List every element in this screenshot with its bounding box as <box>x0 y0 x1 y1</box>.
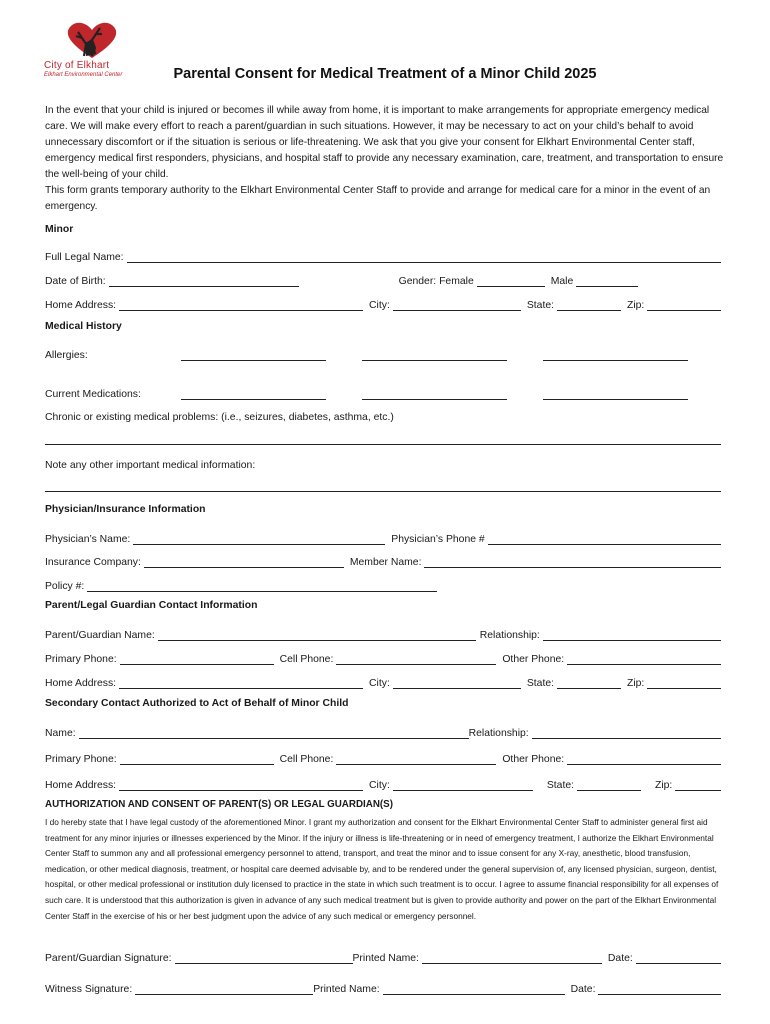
guardian-printed-name-label: Printed Name: <box>352 953 419 964</box>
guardian-signature-label: Parent/Guardian Signature: <box>45 953 172 964</box>
secondary-address-row <box>45 775 721 791</box>
intro-paragraph-1: In the event that your child is injured or becomes ill while away from home, it is important to make arrangements for appropriate emergency medical care. We will make every effort to reach a parent/guardian in such situations. However, it may be necessary to act on your child’s behalf to avoid unnecessary discomfort or if the situation is serious or life-threatening. We ask that you give your consent for Elkhart Environmental Center staff, emergency medical first responders, physicians, and hospital staff to provide any necessary examination, care, treatment, and transportation to ensure the well-being of your child. <box>45 105 724 180</box>
section-secondary-heading: Secondary Contact Authorized to Act of Behalf of Minor Child <box>45 698 349 709</box>
secondary-address-field[interactable] <box>119 778 363 791</box>
allergies-field-1[interactable] <box>181 348 326 361</box>
witness-printed-name-label: Printed Name: <box>313 984 380 995</box>
secondary-state-field[interactable] <box>577 778 641 791</box>
section-authorization-heading: AUTHORIZATION AND CONSENT OF PARENT(S) OR LEGAL GUARDIAN(S) <box>45 799 393 810</box>
guardian-state-field[interactable] <box>557 676 621 689</box>
gender-female-field[interactable] <box>477 274 545 287</box>
heart-deer-icon <box>62 20 122 60</box>
guardian-primary-phone-field[interactable] <box>120 652 274 665</box>
section-physician-heading: Physician/Insurance Information <box>45 504 206 515</box>
secondary-name-row <box>45 723 721 739</box>
medications-row <box>45 384 721 400</box>
secondary-primary-phone-field[interactable] <box>120 752 274 765</box>
secondary-zip-label: Zip: <box>655 780 673 791</box>
insurance-row <box>45 552 721 568</box>
policy-label: Policy #: <box>45 581 85 592</box>
intro-paragraph-2: This form grants temporary authority to the Elkhart Environmental Center Staff to provide and arrange for medical care for a minor in the event of an emergency. <box>45 185 711 212</box>
member-name-label: Member Name: <box>349 557 422 568</box>
witness-signature-label: Witness Signature: <box>45 984 133 995</box>
secondary-cell-phone-label: Cell Phone: <box>279 754 334 765</box>
guardian-date-label: Date: <box>607 953 633 964</box>
physician-name-label: Physician’s Name: <box>45 534 131 545</box>
guardian-address-row <box>45 673 721 689</box>
medications-field-2[interactable] <box>362 387 507 400</box>
logo-city-text: City of Elkhart <box>44 60 110 71</box>
dob-field[interactable] <box>109 274 299 287</box>
home-address-field[interactable] <box>119 298 363 311</box>
guardian-address-field[interactable] <box>119 676 363 689</box>
state-field[interactable] <box>557 298 621 311</box>
gender-male-field[interactable] <box>576 274 638 287</box>
physician-phone-field[interactable] <box>488 532 721 545</box>
secondary-address-label: Home Address: <box>45 780 117 791</box>
minor-address-row <box>45 295 721 311</box>
city-field[interactable] <box>393 298 521 311</box>
medications-label: Current Medications: <box>45 389 141 400</box>
secondary-zip-field[interactable] <box>675 778 721 791</box>
insurance-label: Insurance Company: <box>45 557 141 568</box>
secondary-phone-row <box>45 749 721 765</box>
guardian-printed-name-field[interactable] <box>422 951 602 964</box>
chronic-label: Chronic or existing medical problems: (i.e., seizures, diabetes, asthma, etc.) <box>45 412 394 423</box>
guardian-city-field[interactable] <box>393 676 521 689</box>
full-name-label: Full Legal Name: <box>45 252 124 263</box>
witness-signature-field[interactable] <box>135 982 313 995</box>
section-guardian-heading: Parent/Legal Guardian Contact Information <box>45 600 258 611</box>
secondary-name-field[interactable] <box>79 726 469 739</box>
guardian-zip-label: Zip: <box>627 678 645 689</box>
medications-field-3[interactable] <box>543 387 688 400</box>
section-minor-heading: Minor <box>45 224 74 235</box>
allergies-field-3[interactable] <box>543 348 688 361</box>
physician-name-field[interactable] <box>133 532 385 545</box>
guardian-other-phone-field[interactable] <box>567 652 721 665</box>
secondary-other-phone-field[interactable] <box>567 752 721 765</box>
guardian-signature-field[interactable] <box>175 951 353 964</box>
home-address-label: Home Address: <box>45 300 117 311</box>
gender-female-label: Gender: Female <box>398 276 474 287</box>
state-label: State: <box>526 300 554 311</box>
allergies-field-2[interactable] <box>362 348 507 361</box>
guardian-zip-field[interactable] <box>647 676 721 689</box>
guardian-relationship-label: Relationship: <box>479 630 540 641</box>
guardian-other-phone-label: Other Phone: <box>502 654 565 665</box>
guardian-name-row <box>45 625 721 641</box>
city-label: City: <box>369 300 390 311</box>
physician-phone-label: Physician’s Phone # <box>391 534 485 545</box>
witness-date-label: Date: <box>570 984 596 995</box>
policy-field[interactable] <box>87 579 437 592</box>
note-row <box>45 455 721 471</box>
policy-row <box>45 576 721 592</box>
note-label: Note any other important medical information: <box>45 460 256 471</box>
secondary-city-field[interactable] <box>393 778 533 791</box>
note-field[interactable] <box>45 491 721 492</box>
witness-signature-row <box>45 979 721 995</box>
guardian-date-field[interactable] <box>636 951 721 964</box>
chronic-row <box>45 407 721 423</box>
secondary-relationship-label: Relationship: <box>468 728 529 739</box>
secondary-relationship-field[interactable] <box>532 726 721 739</box>
medications-field-1[interactable] <box>181 387 326 400</box>
intro-text <box>45 103 725 215</box>
dob-gender-row <box>45 271 721 287</box>
secondary-state-label: State: <box>546 780 574 791</box>
full-name-field[interactable] <box>127 250 721 263</box>
physician-row <box>45 529 721 545</box>
authorization-text: I do hereby state that I have legal custody of the aforementioned Minor. I grant my authorization and consent for the Elkhart Environmental Center Staff to administer general first aid treatment for any minor injuries or illnesses experienced by the Minor. If the injury or illness is life-threatening or in need of emergency treatment, I authorize the Elkhart Environmental Center Staff to summon any and all professional emergency personnel to attend, transport, and treat the minor and to issue consent for any X-ray, anesthetic, blood transfusion, medication, or other medical diagnosis, treatment, or hospital care deemed advisable by, and to be rendered under the general supervision of, any licensed physician, surgeon, dentist, hospital, or other medical professional or institution duly licensed to practice in the state in which such treatment is to occur. I agree to assume financial responsibility for all expenses of such care. It is understood that this authorization is given in advance of any such medical treatment but is given to provide authority and power on the part of the Elkhart Environmental Center Staff in the exercise of his or her best judgment upon the advice of any such medical or emergency personnel. <box>45 817 719 921</box>
gender-male-label: Male <box>550 276 574 287</box>
secondary-name-label: Name: <box>45 728 76 739</box>
insurance-field[interactable] <box>144 555 344 568</box>
guardian-relationship-field[interactable] <box>543 628 721 641</box>
page-title: Parental Consent for Medical Treatment of a Minor Child 2025 <box>173 66 597 82</box>
allergies-row <box>45 345 721 361</box>
member-name-field[interactable] <box>424 555 721 568</box>
secondary-other-phone-label: Other Phone: <box>502 754 565 765</box>
logo-tagline: Elkhart Environmental Center <box>44 72 123 78</box>
guardian-signature-row <box>45 948 721 964</box>
witness-printed-name-field[interactable] <box>383 982 565 995</box>
guardian-name-label: Parent/Guardian Name: <box>45 630 155 641</box>
guardian-name-field[interactable] <box>158 628 476 641</box>
zip-field[interactable] <box>647 298 721 311</box>
secondary-cell-phone-field[interactable] <box>336 752 496 765</box>
guardian-address-label: Home Address: <box>45 678 117 689</box>
guardian-state-label: State: <box>526 678 554 689</box>
witness-date-field[interactable] <box>598 982 721 995</box>
guardian-phone-row <box>45 649 721 665</box>
secondary-city-label: City: <box>369 780 390 791</box>
section-medical-heading: Medical History <box>45 321 122 332</box>
full-name-row <box>45 247 721 263</box>
dob-label: Date of Birth: <box>45 276 106 287</box>
guardian-city-label: City: <box>369 678 390 689</box>
zip-label: Zip: <box>627 300 645 311</box>
guardian-cell-phone-label: Cell Phone: <box>279 654 334 665</box>
allergies-label: Allergies: <box>45 350 88 361</box>
chronic-field[interactable] <box>45 444 721 445</box>
secondary-primary-phone-label: Primary Phone: <box>45 754 117 765</box>
guardian-cell-phone-field[interactable] <box>336 652 496 665</box>
guardian-primary-phone-label: Primary Phone: <box>45 654 117 665</box>
